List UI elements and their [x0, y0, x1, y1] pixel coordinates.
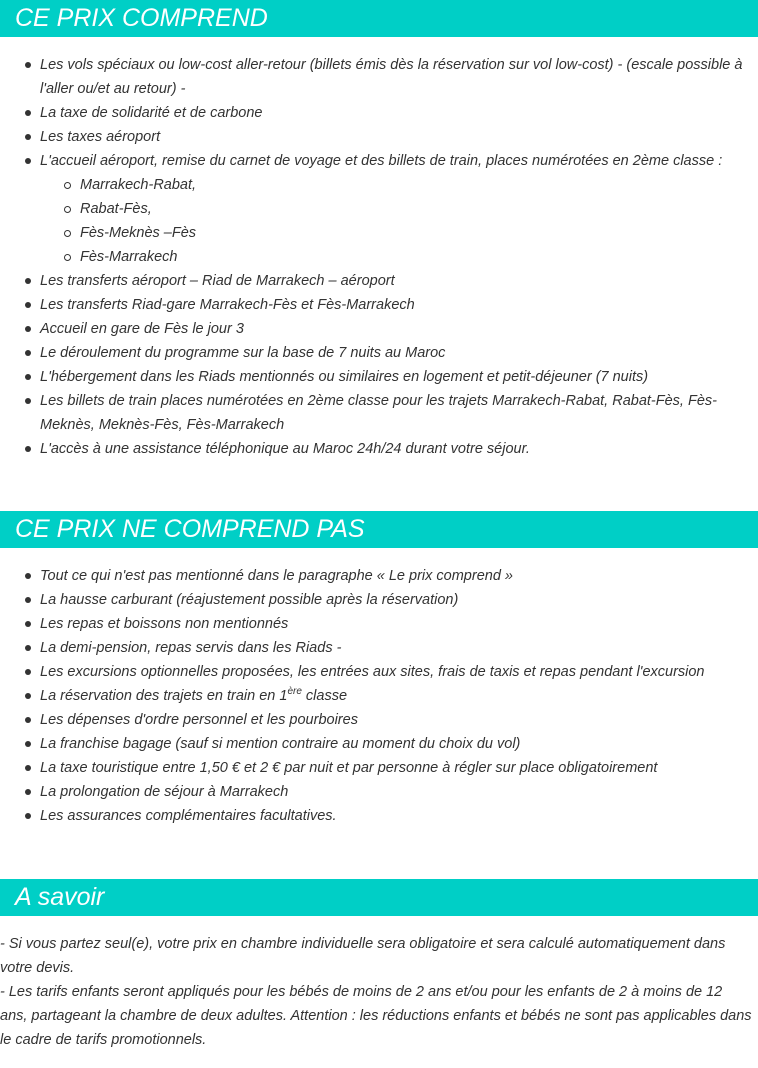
list-item: La demi-pension, repas servis dans les Riads -	[0, 636, 758, 660]
sub-list-item: Fès-Marrakech	[0, 245, 758, 269]
info-paragraph: - Les tarifs enfants seront appliqués pour les bébés de moins de 2 ans et/ou pour les enfants de 2 à moins de 12 ans, partageant la chambre de deux adultes. Attention : les réductions enfants et bébés ne sont pas applicables dans le cadre de tarifs promotionnels.	[0, 984, 752, 1048]
train-item-superscript: ère	[287, 686, 302, 697]
includes-list	[0, 53, 758, 461]
sub-list-item: Rabat-Fès,	[0, 197, 758, 221]
info-paragraph: - Si vous partez seul(e), votre prix en chambre individuelle sera obligatoire et sera calculé automatiquement dans votre devis.	[0, 936, 726, 976]
train-item-prefix: La réservation des trajets en train en 1	[40, 688, 288, 704]
list-item: La franchise bagage (sauf si mention contraire au moment du choix du vol)	[0, 732, 758, 756]
section-title-info: A savoir	[15, 883, 105, 911]
section-title-excludes: CE PRIX NE COMPREND PAS	[15, 515, 365, 543]
list-item: Les vols spéciaux ou low-cost aller-retour (billets émis dès la réservation sur vol low-cost) - (escale possible à l'aller ou/et au retour) -	[0, 53, 758, 101]
list-item: Les taxes aéroport	[0, 125, 758, 149]
list-item: Les transferts aéroport – Riad de Marrakech – aéroport	[0, 269, 758, 293]
section-header-excludes	[0, 511, 758, 548]
list-item: La prolongation de séjour à Marrakech	[0, 780, 758, 804]
list-item: La taxe de solidarité et de carbone	[0, 101, 758, 125]
sub-list-item: Marrakech-Rabat,	[0, 173, 758, 197]
list-item-train-class	[0, 684, 758, 708]
section-header-info	[0, 879, 758, 916]
list-item: La hausse carburant (réajustement possible après la réservation)	[0, 588, 758, 612]
list-item: Les repas et boissons non mentionnés	[0, 612, 758, 636]
list-item: Les billets de train places numérotées en 2ème classe pour les trajets Marrakech-Rabat, Rabat-Fès, Fès-Meknès, Meknès-Fès, Fès-Marrakech	[0, 389, 758, 437]
list-item: Tout ce qui n'est pas mentionné dans le paragraphe « Le prix comprend »	[0, 564, 758, 588]
list-item: L'accueil aéroport, remise du carnet de voyage et des billets de train, places numérotées en 2ème classe :	[0, 149, 758, 173]
list-item: Le déroulement du programme sur la base de 7 nuits au Maroc	[0, 341, 758, 365]
list-item: Les assurances complémentaires facultatives.	[0, 804, 758, 828]
train-item-suffix: classe	[301, 688, 348, 704]
excludes-list	[0, 564, 758, 828]
list-item: Les transferts Riad-gare Marrakech-Fès et Fès-Marrakech	[0, 293, 758, 317]
list-item: La taxe touristique entre 1,50 € et 2 € par nuit et par personne à régler sur place obligatoirement	[0, 756, 758, 780]
list-item: Accueil en gare de Fès le jour 3	[0, 317, 758, 341]
list-item: Les dépenses d'ordre personnel et les pourboires	[0, 708, 758, 732]
section-header-includes	[0, 0, 758, 37]
sub-list-item: Fès-Meknès –Fès	[0, 221, 758, 245]
list-item: L'accès à une assistance téléphonique au Maroc 24h/24 durant votre séjour.	[0, 437, 758, 461]
list-item: Les excursions optionnelles proposées, les entrées aux sites, frais de taxis et repas pendant l'excursion	[0, 660, 758, 684]
list-item: L'hébergement dans les Riads mentionnés ou similaires en logement et petit-déjeuner (7 nuits)	[0, 365, 758, 389]
section-title-includes: CE PRIX COMPREND	[15, 4, 268, 32]
